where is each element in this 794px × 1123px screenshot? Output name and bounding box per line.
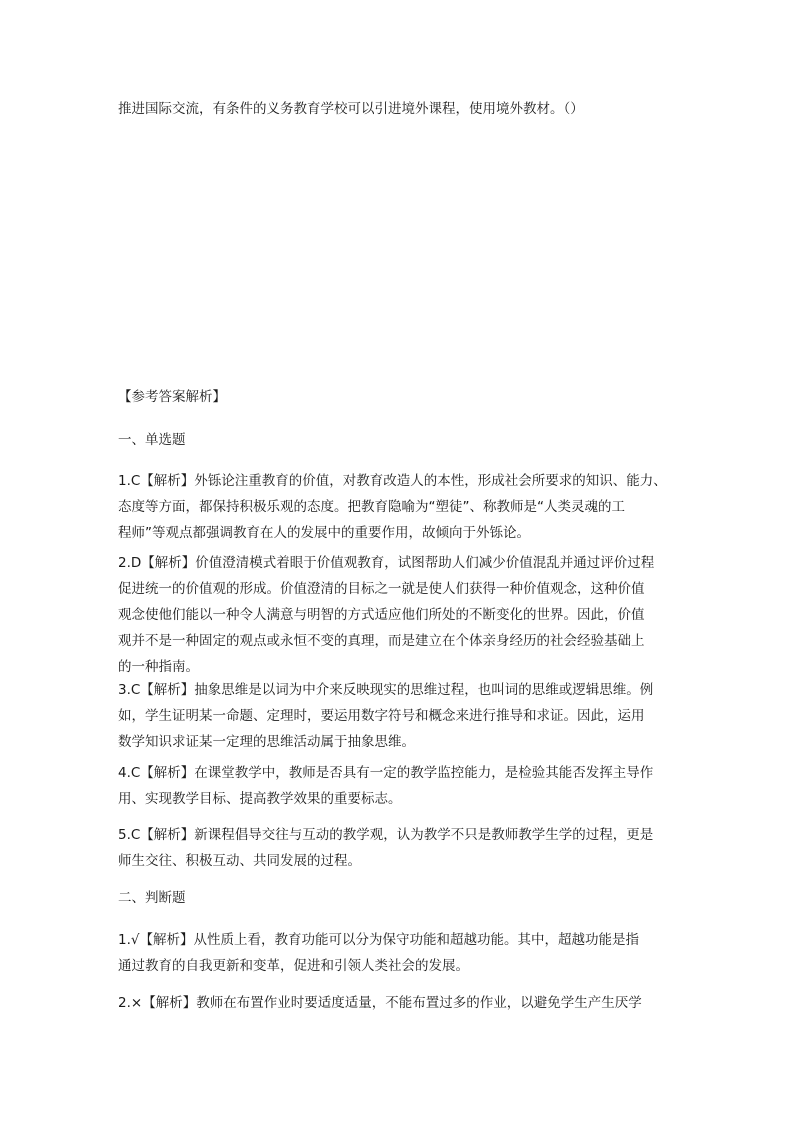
answer-item — [118, 822, 680, 874]
answer-line: 1.√【解析】从性质上看，教育功能可以分为保守功能和超越功能。其中，超越功能是指 — [118, 932, 639, 948]
answer-line: 4.C【解析】在课堂教学中，教师是否具有一定的教学监控能力，是检验其能否发挥主导作 — [118, 765, 654, 781]
answer-line: 的一种指南。 — [118, 659, 199, 675]
answer-item — [118, 550, 680, 680]
answer-key-heading: 【参考答案解析】 — [118, 389, 226, 405]
question-tail-text: 推进国际交流，有条件的义务教育学校可以引进境外课程，使用境外教材。（） — [118, 101, 584, 117]
answer-line: 观并不是一种固定的观点或永恒不变的真理，而是建立在个体亲身经历的社会经验基础上 — [118, 633, 645, 649]
answer-line: 3.C【解析】抽象思维是以词为中介来反映现实的思维过程，也叫词的思维或逻辑思维。例 — [118, 682, 654, 698]
section-title-single-choice: 一、单选题 — [118, 432, 186, 448]
answer-line: 程师”等观点都强调教育在人的发展中的重要作用，故倾向于外铄论。 — [118, 525, 530, 541]
answer-line: 2.×【解析】教师在布置作业时要适度适量，不能布置过多的作业，以避免学生产生厌学 — [118, 995, 642, 1011]
answer-line: 数学知识求证某一定理的思维活动属于抽象思维。 — [118, 734, 415, 750]
answer-line: 1.C【解析】外铄论注重教育的价值，对教育改造人的本性，形成社会所要求的知识、能力、 — [118, 473, 667, 489]
answer-line: 观念使他们能以一种令人满意与明智的方式适应他们所处的不断变化的世界。因此，价值 — [118, 607, 645, 623]
answer-item — [118, 990, 680, 1016]
answer-line: 态度等方面，都保持积极乐观的态度。把教育隐喻为“塑徒”、称教师是“人类灵魂的工 — [118, 499, 625, 515]
answer-line: 师生交往、积极互动、共同发展的过程。 — [118, 853, 361, 869]
answer-line: 促进统一的价值观的形成。价值澄清的目标之一就是使人们获得一种价值观念，这种价值 — [118, 581, 645, 597]
answer-item — [118, 468, 680, 546]
answer-line: 5.C【解析】新课程倡导交往与互动的教学观，认为教学不只是教师教学生学的过程，更是 — [118, 827, 654, 843]
answer-line: 通过教育的自我更新和变革，促进和引领人类社会的发展。 — [118, 958, 469, 974]
section-title-true-false: 二、判断题 — [118, 890, 186, 906]
answer-item — [118, 760, 680, 812]
answer-item — [118, 927, 680, 979]
answer-line: 用、实现教学目标、提高教学效果的重要标志。 — [118, 791, 402, 807]
answer-line: 如，学生证明某一命题、定理时，要运用数字符号和概念来进行推导和求证。因此，运用 — [118, 708, 645, 724]
answer-item — [118, 677, 680, 755]
answer-line: 2.D【解析】价值澄清模式着眼于价值观教育，试图帮助人们减少价值混乱并通过评价过程 — [118, 555, 655, 571]
